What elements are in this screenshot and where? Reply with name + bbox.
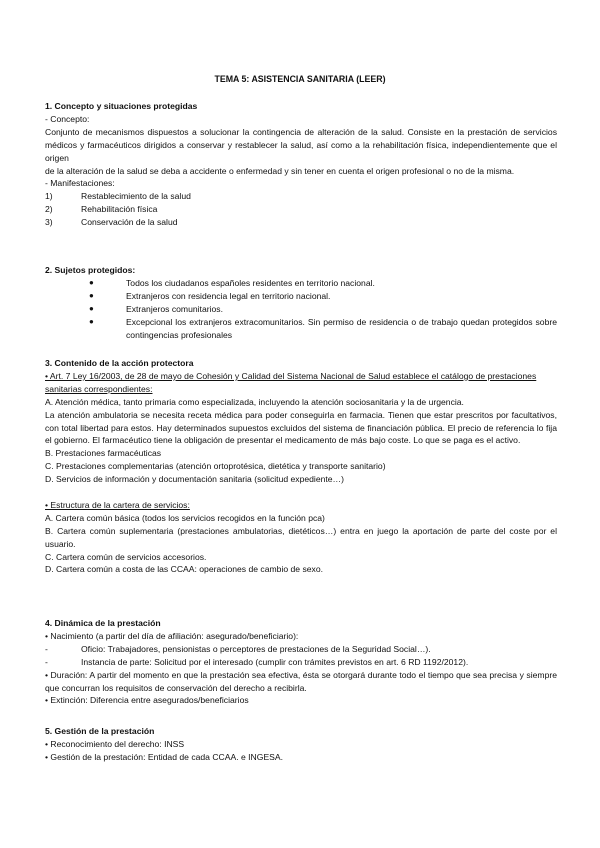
section-heading: 2. Sujetos protegidos: <box>45 265 136 275</box>
list-number: 1) <box>45 191 53 202</box>
section-dinamica <box>45 617 557 707</box>
dash-marker: - <box>45 656 48 667</box>
list-text: Rehabilitación física <box>81 204 158 215</box>
document-title: TEMA 5: ASISTENCIA SANITARIA (LEER) <box>214 74 386 84</box>
section-heading: 1. Concepto y situaciones protegidas <box>45 101 198 111</box>
extincion: • Extinción: Diferencia entre asegurados/beneficiarios <box>45 695 249 706</box>
prestacion-d: D. Servicios de información y documentación sanitaria (solicitud expediente…) <box>45 474 345 485</box>
list-text: Conservación de la salud <box>81 217 178 228</box>
section-heading: 5. Gestión de la prestación <box>45 726 155 736</box>
list-text: Restablecimiento de la salud <box>81 191 191 202</box>
section-contenido <box>45 357 557 576</box>
prestacion-b: B. Prestaciones farmacéuticas <box>45 448 162 459</box>
bullet-icon: ● <box>89 290 94 300</box>
section-sujetos <box>45 264 557 341</box>
concepto-paragraph-continued: de la alteración de la salud se deba a accidente o enfermedad y sin tener en cuenta el origen profesional o no de la misma. <box>45 165 515 176</box>
manifestaciones-label: - Manifestaciones: <box>45 178 115 189</box>
list-text: Excepcional los extranjeros extracomunitarios. Sin permiso de residencia o de trabajo quedan protegidos sobre contingencias profesionales <box>126 316 557 340</box>
list-text: Extranjeros con residencia legal en territorio nacional. <box>126 290 331 301</box>
concepto-paragraph: Conjunto de mecanismos dispuestos a solucionar la contingencia de alteración de la salud. Consiste en la prestación de servicios médicos y farmacéuticos dirigidos a conservar y restablecer la salud, así como a la rehabilitación física, independientemente que el origen <box>45 126 557 163</box>
cartera-d: D. Cartera común a costa de las CCAA: operaciones de cambio de sexo. <box>45 564 324 575</box>
bullet-icon: ● <box>89 303 94 313</box>
nacimiento: • Nacimiento (a partir del día de afiliación: asegurado/beneficiario): <box>45 630 299 641</box>
dash-marker: - <box>45 643 48 654</box>
section-concepto <box>45 100 557 229</box>
list-item <box>45 190 557 203</box>
list-item <box>89 290 557 303</box>
bullet-icon: ● <box>89 277 94 287</box>
bullet-icon: ● <box>89 316 94 326</box>
bullet-list <box>45 277 557 342</box>
concepto-label: - Concepto: <box>45 113 90 124</box>
cartera-a: A. Cartera común básica (todos los servicios recogidos en la función pca) <box>45 512 325 523</box>
list-item <box>89 303 557 316</box>
section-heading: 4. Dinámica de la prestación <box>45 618 161 628</box>
prestacion-c: C. Prestaciones complementarias (atención ortoprotésica, dietética y transporte sanitario) <box>45 461 386 472</box>
list-text: Oficio: Trabajadores, pensionistas o perceptores de prestaciones de la Seguridad Social…). <box>81 643 431 654</box>
cartera-b: B. Cartera común suplementaria (prestaciones ambulatorias, dietéticos…) entra en juego la aportación de parte del coste por el usuario. <box>45 525 557 549</box>
list-item <box>45 656 557 669</box>
art-reference: • Art. 7 Ley 16/2003, de 28 de mayo de Cohesión y Calidad del Sistema Nacional de Salud establece el catálogo de prestaciones sanitarias correspondientes: <box>45 370 537 394</box>
duracion: • Duración: A partir del momento en que la prestación sea efectiva, ésta se otorgará durante todo el tiempo que sea precisa y siempre que concurran los requisitos de conservación del derecho a recibirla. <box>45 669 557 693</box>
list-text: Instancia de parte: Solicitud por el interesado (cumplir con trámites previstos en art. 6 RD 1192/2012). <box>81 656 469 667</box>
gestion: • Gestión de la prestación: Entidad de cada CCAA. e INGESA. <box>45 751 284 762</box>
list-text: Todos los ciudadanos españoles residentes en territorio nacional. <box>126 277 375 288</box>
section-heading: 3. Contenido de la acción protectora <box>45 358 194 368</box>
list-number: 2) <box>45 204 53 215</box>
prestacion-a: A. Atención médica, tanto primaria como especializada, incluyendo la atención sociosanitaria y la de urgencia. <box>45 396 464 407</box>
list-number: 3) <box>45 217 53 228</box>
atencion-ambulatoria-paragraph: La atención ambulatoria se necesita receta médica para poder conseguirla en farmacia. Tienen que estar prescritos por facultativos, con total libertad para estos. Hay determinados supuestos excluidos del sistema de financiación pública. El precio de referencia lo fija el gobierno. El farmacéutico tiene la obligación de presentar el medicamento de más bajo coste. Lo que se paga es el activo. <box>45 409 557 446</box>
reconocimiento: • Reconocimiento del derecho: INSS <box>45 738 185 749</box>
list-text: Extranjeros comunitarios. <box>126 303 223 314</box>
list-item <box>45 216 557 229</box>
estructura-heading: • Estructura de la cartera de servicios: <box>45 499 190 510</box>
section-gestion <box>45 725 557 764</box>
list-item <box>89 316 557 342</box>
cartera-c: C. Cartera común de servicios accesorios. <box>45 551 207 562</box>
list-item <box>45 203 557 216</box>
list-item <box>89 277 557 290</box>
list-item <box>45 643 557 656</box>
